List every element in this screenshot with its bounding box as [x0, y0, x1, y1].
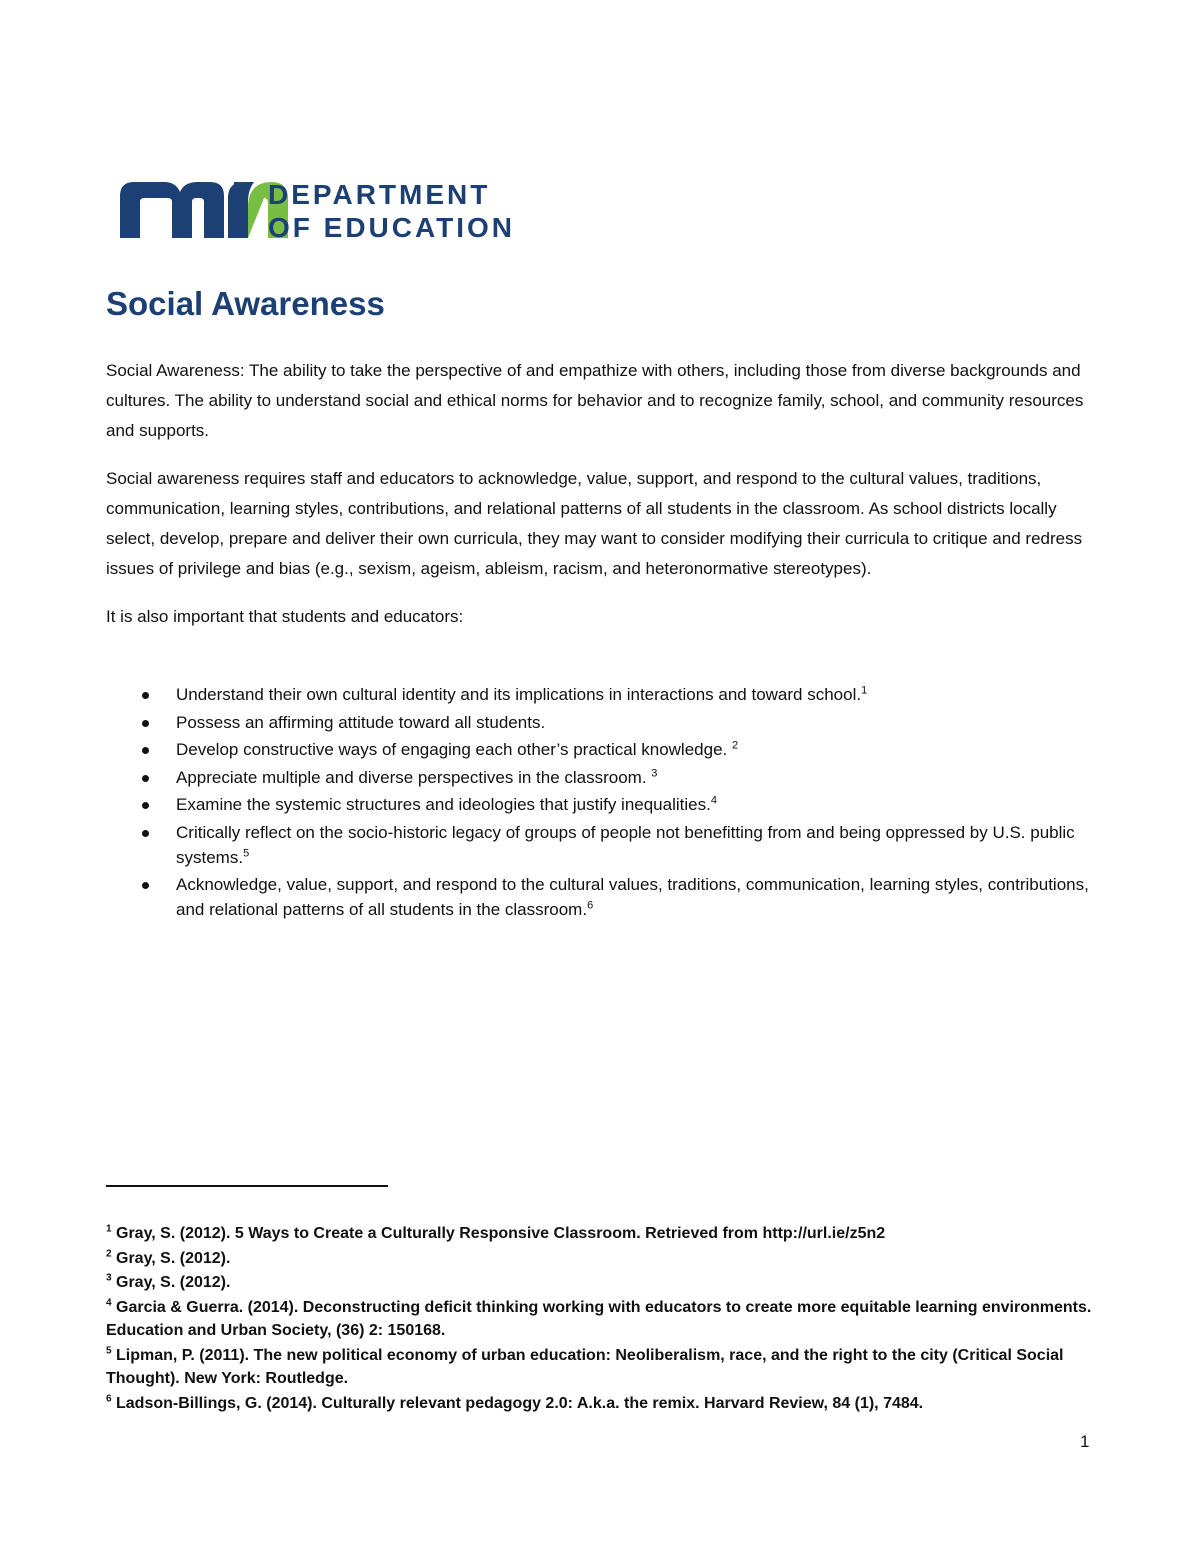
- footnote-ref[interactable]: 5: [243, 846, 250, 859]
- paragraph-intro-list: It is also important that students and educators:: [106, 607, 464, 626]
- footnotes: [106, 1222, 1096, 1416]
- footnote-number: 6: [106, 1393, 112, 1405]
- footnote-ref[interactable]: 4: [710, 794, 717, 807]
- paragraph-definition: Social Awareness: The ability to take the perspective of and empathize with others, including those from diverse backgrounds and cultures. The ability to understand social and ethical norms for behavior and to recognize family, school, and community resources and supports.: [106, 361, 1084, 440]
- bullet-icon: [142, 720, 149, 727]
- bullet-icon: [142, 692, 149, 699]
- footnote-number: 3: [106, 1272, 112, 1284]
- list-item: [106, 765, 1096, 790]
- footnote-ref[interactable]: 2: [731, 739, 739, 752]
- footnote: [106, 1247, 1096, 1271]
- list-item-text: Possess an affirming attitude toward all students.: [176, 712, 546, 732]
- list-item: [106, 737, 1096, 762]
- list-item-text: Acknowledge, value, support, and respond to the cultural values, traditions, communication, learning styles, contributions, and relational patterns of all students in the classroom.: [176, 875, 1089, 919]
- footnote-divider: [106, 1185, 388, 1187]
- department-logo: [118, 178, 548, 240]
- footnote: [106, 1344, 1096, 1391]
- page-number: 1: [1080, 1432, 1090, 1451]
- list-item-text: Critically reflect on the socio-historic legacy of groups of people not benefitting from and being oppressed by U.S. public systems.: [176, 822, 1075, 867]
- footnote: [106, 1222, 1096, 1246]
- list-item: [106, 820, 1096, 870]
- list-item-text: Appreciate multiple and diverse perspectives in the classroom.: [176, 767, 652, 787]
- footnote-ref[interactable]: 6: [587, 899, 594, 912]
- bullet-icon: [142, 830, 149, 837]
- list-item-text: Examine the systemic structures and ideologies that justify inequalities.: [176, 795, 711, 814]
- logo-line-1: DEPARTMENT: [268, 179, 491, 210]
- footnote-number: 2: [106, 1248, 112, 1260]
- footnote: [106, 1296, 1096, 1343]
- list-item: [106, 682, 1096, 707]
- list-item: [106, 710, 1096, 735]
- footnote-ref[interactable]: 1: [861, 684, 868, 697]
- mn-state-logo-icon: [118, 178, 548, 240]
- footnote-text: Gray, S. (2012).: [111, 1249, 231, 1267]
- page-title: Social Awareness: [106, 285, 385, 322]
- list-item-text: Develop constructive ways of engaging each other’s practical knowledge.: [176, 740, 732, 759]
- footnote-text: Lipman, P. (2011). The new political economy of urban education: Neoliberalism, race, and the right to the city (Critical Social Thought). New York: Routledge.: [106, 1346, 1064, 1387]
- list-item: [106, 792, 1096, 817]
- footnote-ref[interactable]: 3: [651, 766, 658, 779]
- footnote-text: Gray, S. (2012).: [111, 1274, 231, 1291]
- logo-line-2: OF EDUCATION: [268, 212, 516, 240]
- body-text: [106, 356, 1096, 650]
- footnote-number: 5: [106, 1345, 112, 1357]
- bullet-icon: [142, 802, 149, 809]
- footnote: [106, 1392, 1096, 1416]
- bullet-list: [106, 682, 1096, 925]
- bullet-icon: [142, 775, 149, 782]
- footnote-number: 1: [106, 1223, 112, 1235]
- footnote-number: 4: [106, 1297, 112, 1309]
- bullet-icon: [142, 882, 149, 889]
- footnote-text: Garcia & Guerra. (2014). Deconstructing deficit thinking working with educators to create more equitable learning environments. Education and Urban Society, (36) 2: 150168.: [106, 1298, 1092, 1339]
- footnote-text: Ladson-Billings, G. (2014). Culturally relevant pedagogy 2.0: A.k.a. the remix. Harvard Review, 84 (1), 7484.: [111, 1394, 924, 1412]
- list-item-text: Understand their own cultural identity and its implications in interactions and toward school.: [176, 685, 862, 704]
- list-item: [106, 872, 1096, 922]
- paragraph-requirements: Social awareness requires staff and educators to acknowledge, value, support, and respond to the cultural values, traditions, communication, learning styles, contributions, and relational patterns of all students in the classroom. As school districts locally select, develop, prepare and deliver their own curricula, they may want to consider modifying their curricula to critique and redress issues of privilege and bias (e.g., sexism, ageism, ableism, racism, and heteronormative stereotypes).: [106, 469, 1083, 578]
- bullet-icon: [142, 747, 149, 754]
- footnote-text: Gray, S. (2012). 5 Ways to Create a Culturally Responsive Classroom. Retrieved from http://url.ie/z5n2: [111, 1225, 886, 1242]
- footnote: [106, 1271, 1096, 1295]
